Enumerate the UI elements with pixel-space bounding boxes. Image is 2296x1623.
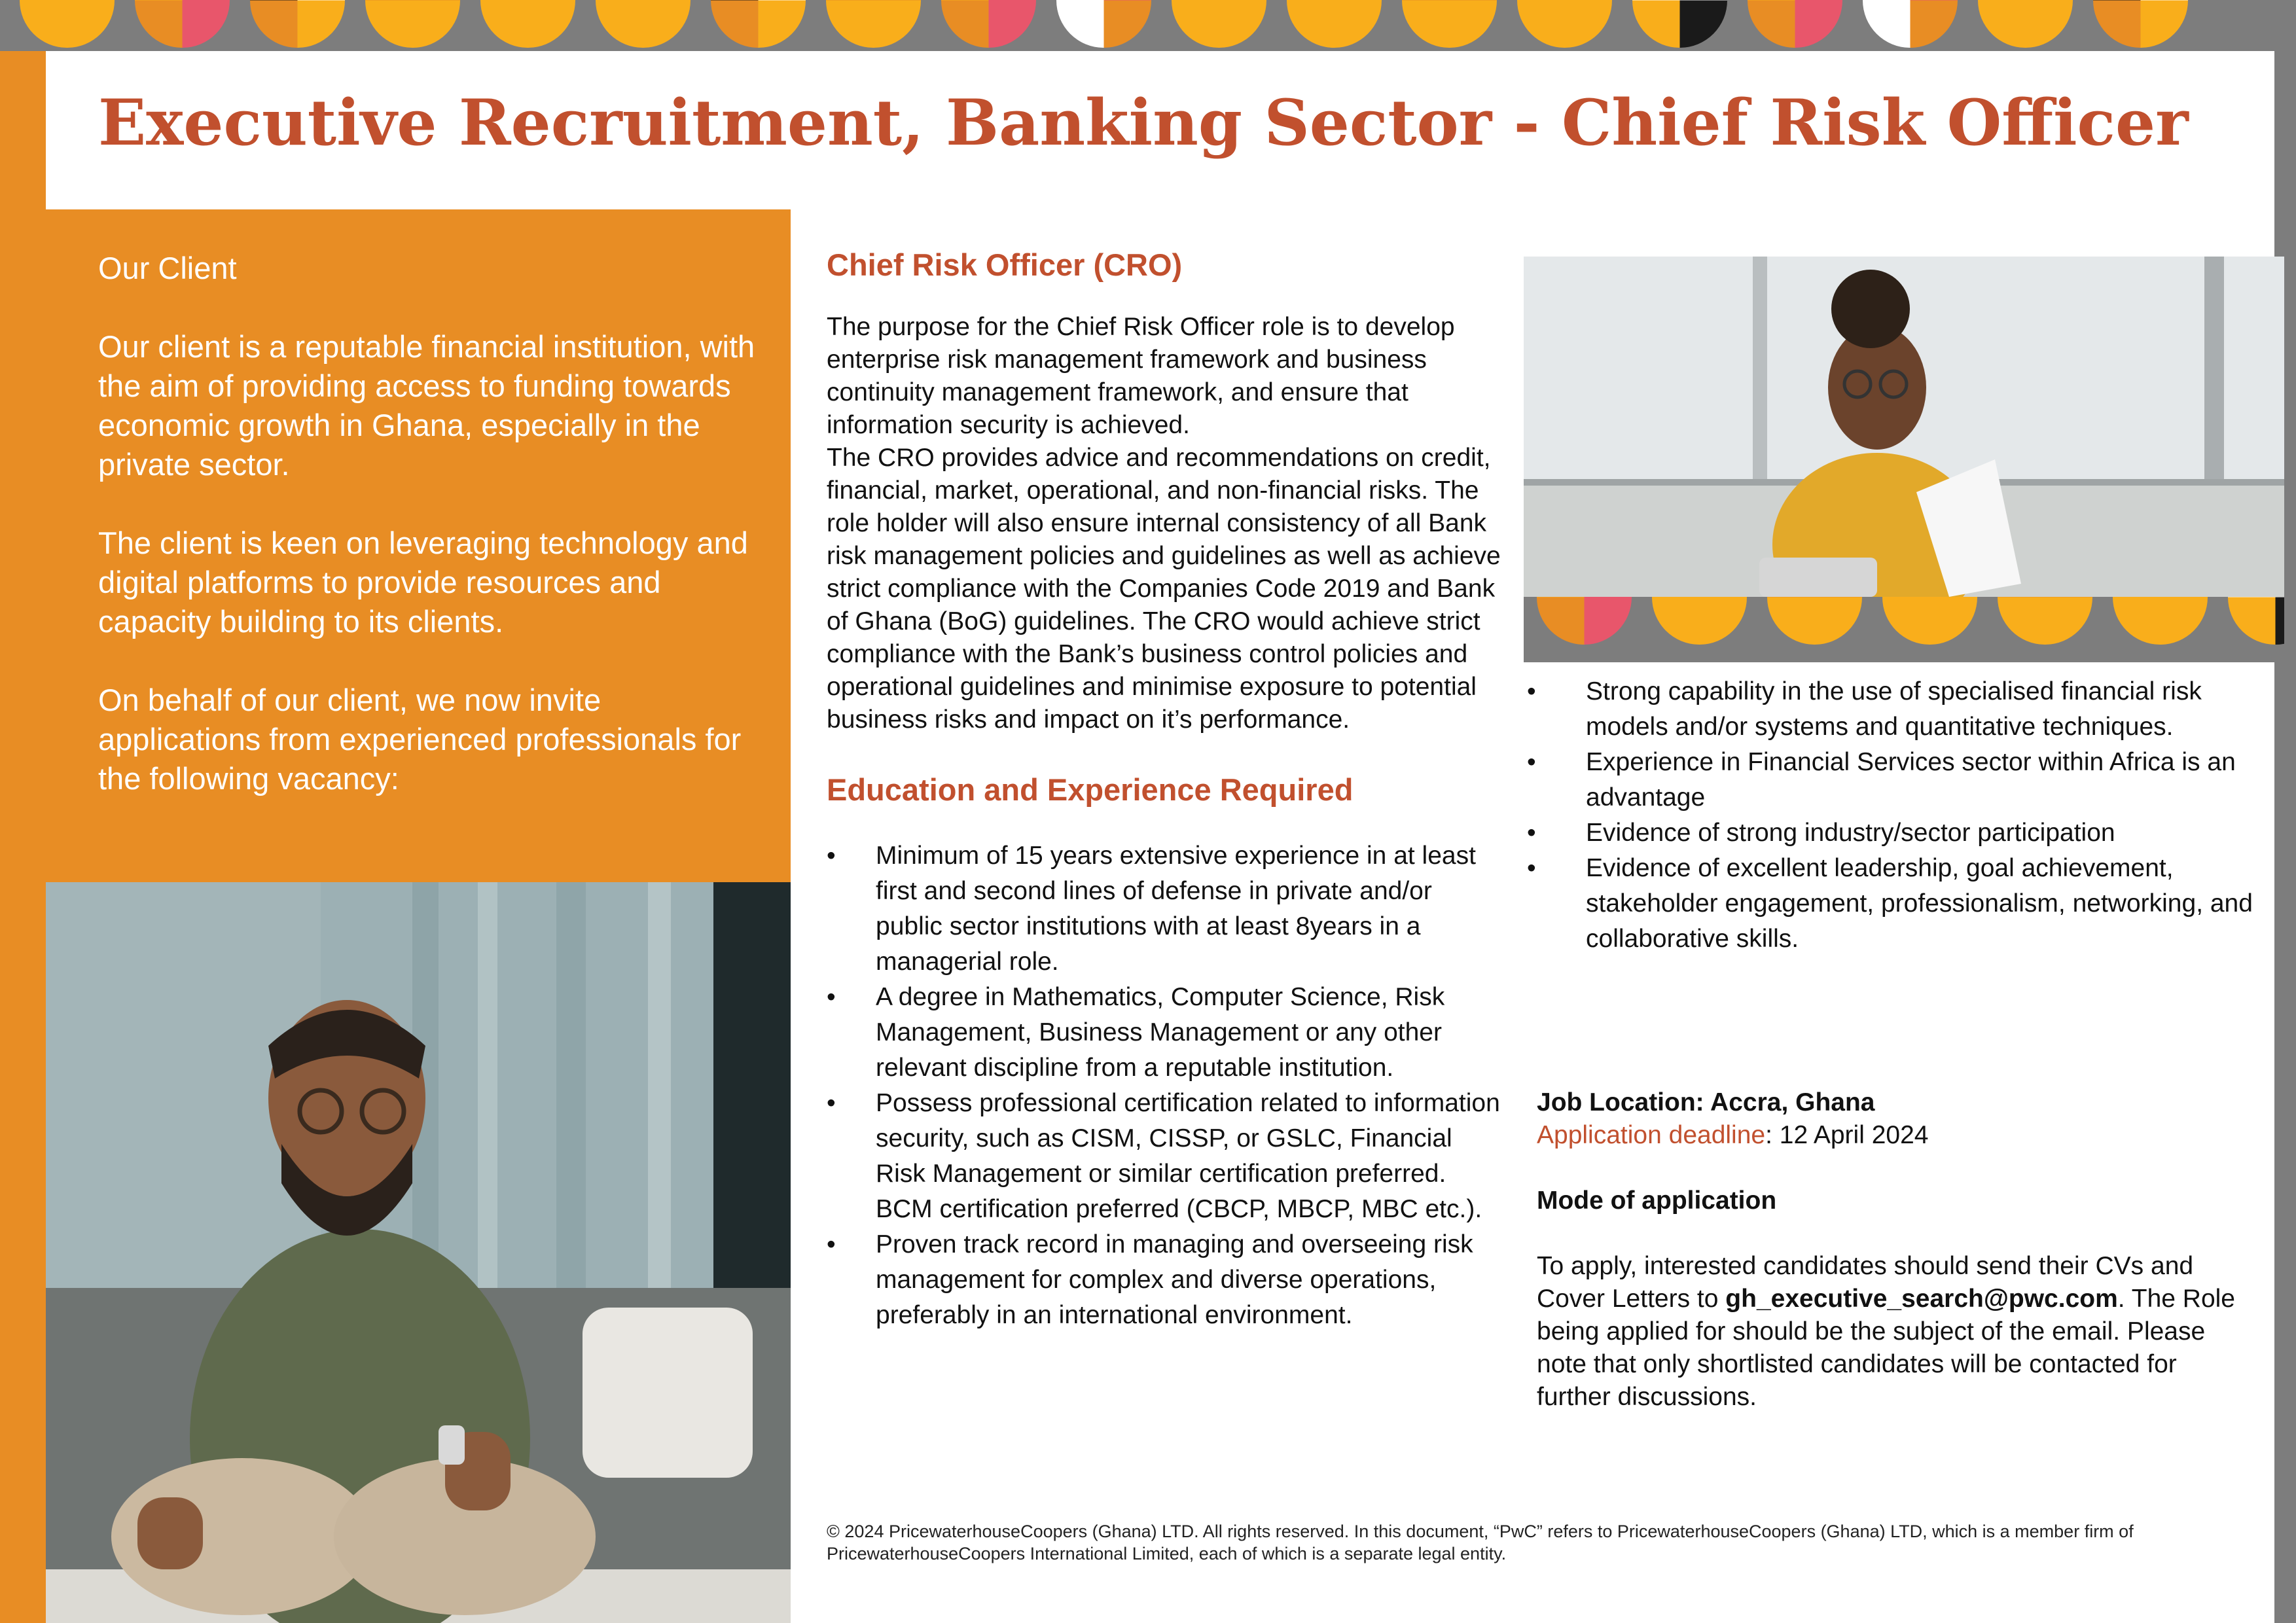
decorative-circle	[826, 0, 921, 48]
decorative-circle	[1978, 0, 2073, 48]
decorative-circle	[1172, 0, 1266, 48]
job-location: Job Location: Accra, Ghana	[1537, 1088, 1875, 1116]
decorative-circle-strip	[0, 0, 2296, 52]
mode-of-application-heading: Mode of application	[1537, 1186, 1777, 1215]
list-item: • Minimum of 15 years extensive experience in at least first and second lines of defense in private and/or public sector institutions with at least 8years in a managerial role.	[827, 838, 1501, 980]
application-deadline	[1537, 1119, 2257, 1152]
list-item: • Evidence of strong industry/sector participation	[1527, 815, 2260, 851]
decorative-circle	[135, 0, 230, 48]
decorative-circle	[2113, 597, 2208, 645]
list-item: • Possess professional certification related to information security, such as CISM, CISSP, or GSLC, Financial Risk Management or similar certification preferred. BCM certification preferred (CBCP, MBCP, MBC etc.).	[827, 1086, 1501, 1227]
list-item: • Evidence of excellent leadership, goal achievement, stakeholder engagement, professionalism, networking, and collaborative skills.	[1527, 851, 2260, 957]
role-heading: Chief Risk Officer (CRO)	[827, 247, 1183, 282]
client-heading: Our Client	[98, 251, 237, 285]
decorative-circle	[20, 0, 115, 48]
list-item: • Experience in Financial Services sector within Africa is an advantage	[1527, 745, 2260, 815]
decorative-circle	[1632, 0, 1727, 48]
copyright-footer: © 2024 PricewaterhouseCoopers (Ghana) LTD. All rights reserved. In this document, “PwC” refers to PricewaterhouseCoopers (Ghana) LTD, which is a member firm of PricewaterhouseCoopers International Limited, each of which is a separate legal entity.	[827, 1522, 2134, 1563]
education-heading: Education and Experience Required	[827, 772, 1354, 807]
decorative-circle	[1767, 597, 1862, 645]
list-item: • Proven track record in managing and overseeing risk management for complex and diverse operations, preferably in an international environment.	[827, 1227, 1501, 1333]
client-paragraph: The client is keen on leveraging technology and digital platforms to provide resources and capacity building to its clients.	[98, 526, 748, 639]
role-description-column	[827, 245, 1501, 1333]
decorative-circle	[2093, 0, 2188, 48]
email-link[interactable]: gh_executive_search@pwc.com	[1725, 1285, 2118, 1313]
page-title: Executive Recruitment, Banking Sector - Chief Risk Officer	[98, 86, 2189, 160]
requirements-list	[827, 838, 1501, 1333]
decorative-circle	[1056, 0, 1151, 48]
decorative-circle	[1748, 0, 1842, 48]
role-purpose-text: The purpose for the Chief Risk Officer role is to develop enterprise risk management framework and business continuity management framework, and ensure that information security is achieved. The CRO provides advice and recommendations on credit, financial, market, operational, and non-financial risks. The role holder will also ensure internal consistency of all Bank risk management policies and guidelines as well as achieve strict compliance with the Companies Code 2019 and Bank of Ghana (BoG) guidelines. The CRO would achieve strict compliance with the Bank’s business control policies and operational guidelines and minimise exposure to potential business risks and impact on it’s performance.	[827, 313, 1501, 734]
instructions-text: . The Role being applied for should be the subject of the email. Please note that only shortlisted candidates will be contacted for further discussions.	[1537, 1285, 2235, 1411]
decorative-circle-strip	[1524, 597, 2284, 662]
decorative-circle	[1517, 0, 1612, 48]
man-writing-photo	[46, 882, 791, 1623]
deadline-value: : 12 April 2024	[1765, 1121, 1929, 1149]
decorative-circle	[365, 0, 460, 48]
decorative-circle	[480, 0, 575, 48]
deadline-label: Application deadline	[1537, 1121, 1766, 1149]
client-paragraph: Our client is a reputable financial institution, with the aim of providing access to funding towards economic growth in Ghana, especially in the private sector.	[98, 329, 755, 482]
decorative-circle	[941, 0, 1036, 48]
decorative-circle	[1287, 0, 1382, 48]
decorative-circle	[1882, 597, 1977, 645]
decorative-circle	[2228, 597, 2284, 645]
list-item: • Strong capability in the use of specialised financial risk models and/or systems and quantitative techniques.	[1527, 674, 2260, 745]
decorative-circle	[1863, 0, 1958, 48]
requirements-continued	[1527, 674, 2260, 957]
decorative-circle	[711, 0, 806, 48]
application-instructions	[1537, 1250, 2257, 1414]
decorative-circle	[1652, 597, 1747, 645]
requirements-list	[1527, 674, 2260, 957]
decorative-circle	[250, 0, 345, 48]
list-item: • A degree in Mathematics, Computer Science, Risk Management, Business Management or any other relevant discipline from a reputable institution.	[827, 980, 1501, 1086]
job-info	[1537, 1086, 2257, 1414]
decorative-circle	[1402, 0, 1497, 48]
instructions-text: To apply, interested candidates should send their CVs and Cover Letters to	[1537, 1252, 2194, 1313]
decorative-circle	[1537, 597, 1632, 645]
decorative-circle	[1998, 597, 2092, 645]
woman-reading-photo	[1524, 257, 2284, 597]
client-paragraph: On behalf of our client, we now invite applications from experienced professionals for the following vacancy:	[98, 683, 742, 796]
decorative-circle	[596, 0, 691, 48]
client-panel	[0, 209, 791, 882]
